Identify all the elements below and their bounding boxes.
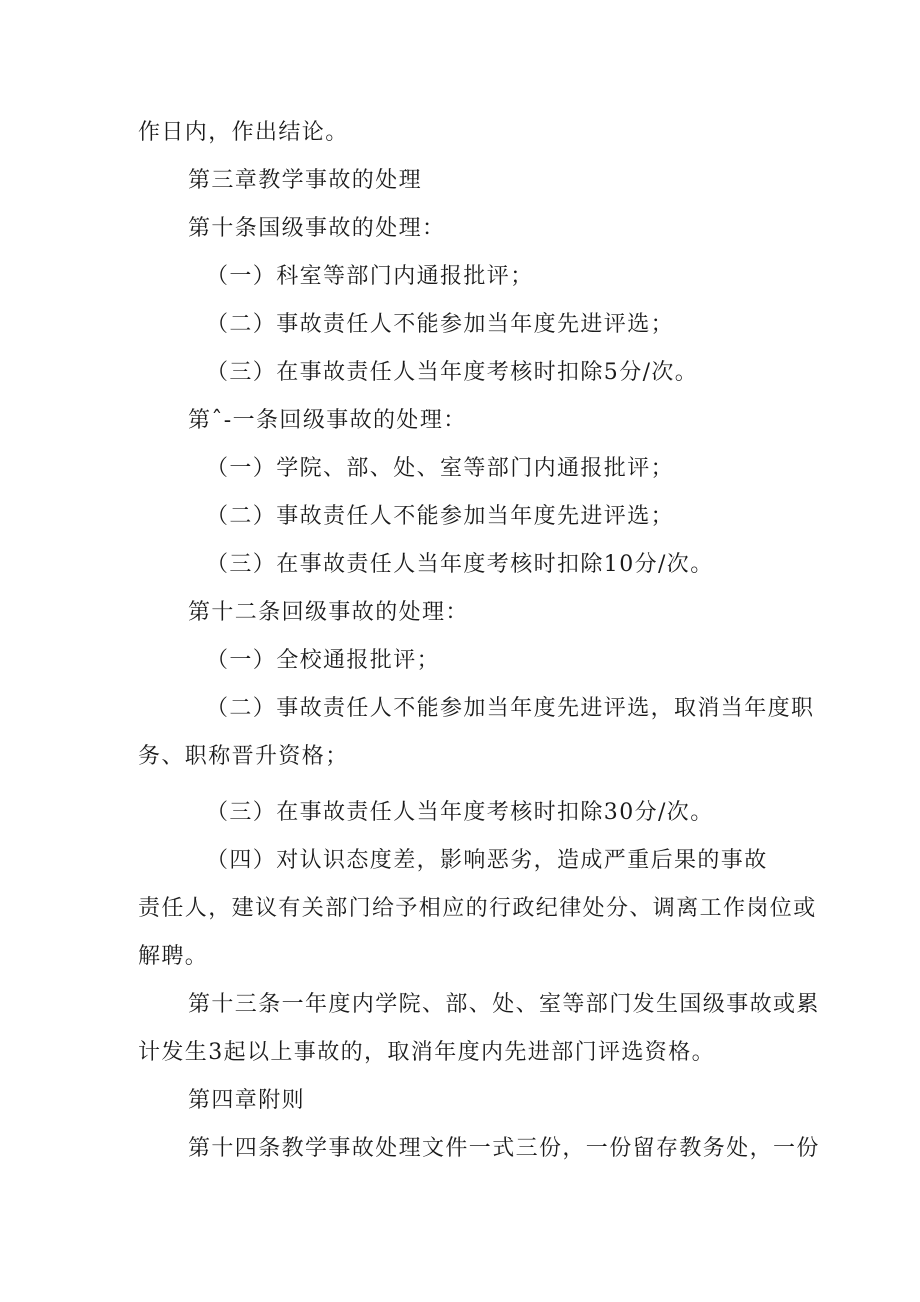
list-item: （三）在事故责任人当年度考核时扣除5分/次。 — [206, 360, 699, 385]
list-item: （一）学院、部、处、室等部门内通报批评； — [206, 456, 675, 481]
list-item: （二）事故责任人不能参加当年度先进评选； — [206, 312, 675, 337]
article-paragraph: 第十三条一年度内学院、部、处、室等部门发生国级事故或累 — [188, 992, 820, 1017]
list-item: （二）事故责任人不能参加当年度先进评选，取消当年度职 — [206, 696, 815, 721]
list-item-continuation: 务、职称晋升资格； — [138, 744, 349, 769]
chapter-heading: 第四章附则 — [188, 1088, 306, 1113]
list-item: （三）在事故责任人当年度考核时扣除30分/次。 — [206, 800, 714, 825]
chapter-heading: 第三章教学事故的处理 — [188, 168, 423, 193]
list-item: （四）对认识态度差，影响恶劣，造成严重后果的事故 — [206, 848, 768, 873]
text-line: 作日内，作出结论。 — [138, 120, 349, 145]
article-heading: 第十条国级事故的处理： — [188, 216, 446, 241]
list-item-continuation: 责任人，建议有关部门给予相应的行政纪律处分、调离工作岗位或 — [138, 896, 817, 921]
list-item: （二）事故责任人不能参加当年度先进评选； — [206, 504, 675, 529]
article-heading: 第ˆ-一条回级事故的处理： — [188, 408, 467, 433]
article-heading: 第十二条回级事故的处理： — [188, 600, 469, 625]
list-item: （三）在事故责任人当年度考核时扣除10分/次。 — [206, 552, 714, 577]
list-item: （一）全校通报批评； — [206, 648, 441, 673]
article-paragraph-continuation: 计发生3起以上事故的，取消年度内先进部门评选资格。 — [138, 1040, 715, 1065]
list-item: （一）科室等部门内通报批评； — [206, 264, 534, 289]
article-paragraph: 第十四条教学事故处理文件一式三份，一份留存教务处，一份 — [188, 1136, 820, 1161]
list-item-continuation: 解聘。 — [138, 944, 209, 969]
